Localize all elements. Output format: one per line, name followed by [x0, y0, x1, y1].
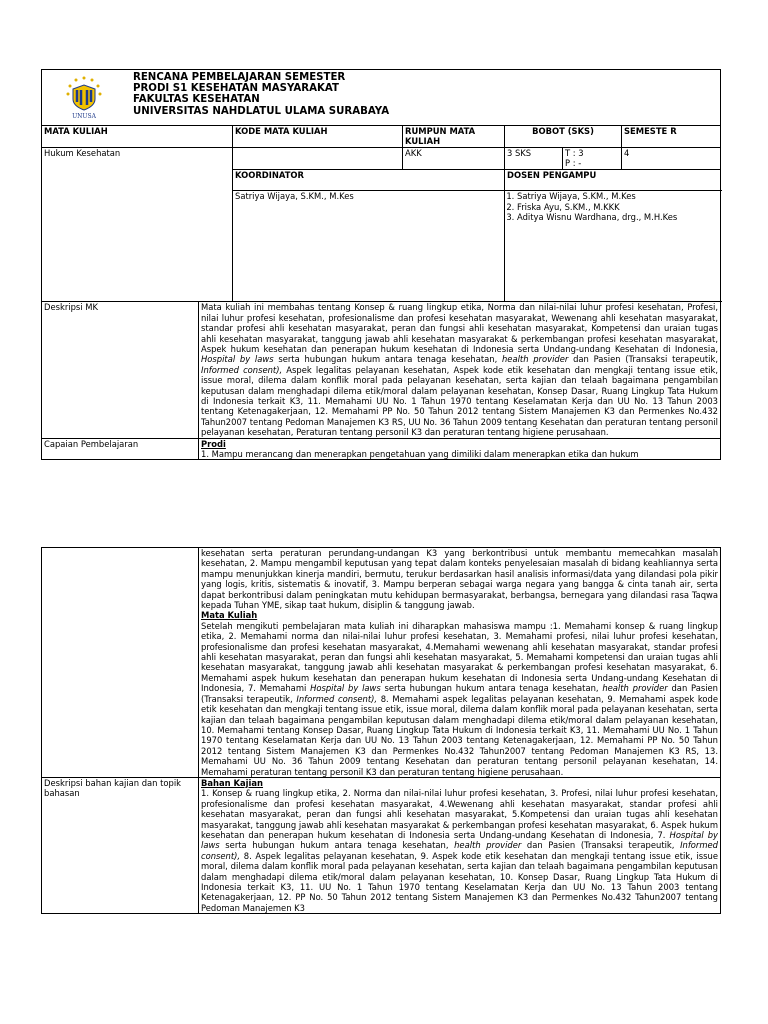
svg-text:UNUSA: UNUSA: [72, 113, 96, 119]
document-page-2: [41, 547, 720, 914]
label-mata-kuliah: MATA KULIAH: [42, 126, 233, 148]
course-rumpun: AKK: [403, 147, 505, 169]
title-line: UNIVERSITAS NAHDLATUL ULAMA SURABAYA: [133, 105, 390, 117]
rps-table: [41, 69, 721, 460]
bahan-heading: Bahan Kajian: [201, 777, 264, 788]
bahan-kajian-text: [199, 777, 721, 913]
document-title-block: [133, 72, 389, 117]
label-dosen: DOSEN PENGAMPU: [505, 169, 721, 191]
capaian-prodi-text-1: 1. Mampu merancang dan menerapkan pengetahuan yang dimiliki dalam menerapkan etika dan hukum: [201, 448, 639, 459]
label-deskripsi-bahan: Deskripsi bahan kajian dan topik bahasan: [42, 777, 199, 913]
dosen-item: 2. Friska Ayu, S.KM., M.KKK: [517, 202, 718, 212]
capaian-prodi-text-2: kesehatan serta peraturan perundang-undangan K3 yang berkontribusi untuk membantu memecahkan masalah kesehatan, 2. Mampu mengambil keputusan yang tepat dalam konteks penyelesaian masalah di bidang keahliannya serta mampu menunjukkan kinerja mandiri, bermutu, terukur berdasarkan hasil analisis informasi/data yang dilandasi pola pikir yang logis, kritis, sistematis & inovatif, 3. Mampu berperan sebagai warga negara yang bangga & cinta tanah air, serta dapat berkontribusi dalam peningkatan mutu kehidupan bermasyarakat, berbangsa, bernegara yang dilandasi rasa Taqwa kepada Tuhan YME, sikap taat hukum, disiplin & tanggung jawab.: [201, 548, 718, 611]
label-capaian-continued: [42, 548, 199, 778]
title-line: FAKULTAS KESEHATAN: [133, 94, 260, 106]
university-logo: [64, 75, 104, 119]
capaian-mk-text: Setelah mengikuti pembelajaran mata kuliah ini diharapkan mahasiswa mampu :1. Memahami konsep & ruang lingkup etika, 2. Memahami norma dan nilai-nilai luhur profesi kesehatan, 3. Memahami profesi, nilai luhur profesi kesehatan, profesionalisme dan profesi kesehatan masyarakat, 4.Memahami wewenang ahli kesehatan masyarakat, standar profesi ahli kesehatan masyarakat, peran dan fungsi ahli kesehatan masyarakat, 5. Memahami kompetensi dan uraian tugas ahli kesehatan masyarakat, tanggung jawab ahli kesehatan masyarakat & perkembangan profesi kesehatan masyarakat, 6. Memahami aspek hukum kesehatan dan penerapan hukum kesehatan di Indonesia serta Undang-undang Kesehatan di Indonesia, 7. Memahami Hospital by laws serta hubungan hukum antara tenaga kesehatan, health provider dan Pasien (Transaksi terapeutik, Informed consent), 8. Memahami aspek legalitas pelayanan kesehatan, 9. Memahami aspek kode etik kesehatan dan mengkaji tentang issue etik, issue moral, dilema dalam konflik moral pada pelayanan kesehatan, serta kajian dan telaah bagaimana pengambilan keputusan dalam menghadapi dilema etik/moral dalam pelayanan kesehatan, 10. Memahami tentang Konsep Dasar, Ruang Lingkup Tata Hukum di Indonesia terkait K3, 11. Memahami UU No. 1 Tahun 1970 tentang Keselamatan Kerja dan UU No. 13 Tahun 2003 tentang Ketenagakerjaan, 12. Memahami PP No. 50 Tahun 2012 tentang Sistem Manajemen K3 dan Permenkes No.432 Tahun2007 tentang Pedoman Manajemen K3 RS, 13. Memahami UU No. 36 Tahun 2009 tentang Kesehatan dan peraturan tentang personil pelayanan kesehatan, 14. Memahami peraturan tentang personil K3 dan peraturan tentang higiene perusahaan.: [201, 620, 718, 777]
dosen-list: [505, 191, 721, 302]
label-deskripsi-mk: Deskripsi MK: [42, 302, 199, 438]
rps-table-continued: [41, 547, 721, 914]
course-semester: 4: [622, 147, 721, 169]
course-tp: [563, 147, 622, 169]
label-koordinator: KOORDINATOR: [233, 169, 505, 191]
capaian-text-page1: [199, 438, 721, 459]
document-header: [42, 70, 721, 126]
label-kode: KODE MATA KULIAH: [233, 126, 403, 148]
capaian-prodi-heading: Prodi: [201, 438, 226, 449]
course-sks: 3 SKS: [505, 147, 563, 169]
course-p: P : -: [565, 158, 582, 169]
capaian-mk-heading: Mata Kuliah: [201, 610, 258, 621]
document-page-1: [41, 69, 720, 460]
capaian-text-page2: [199, 548, 721, 778]
dosen-item: 1. Satriya Wijaya, S.KM., M.Kes: [517, 191, 718, 201]
deskripsi-text: Mata kuliah ini membahas tentang Konsep & ruang lingkup etika, Norma dan nilai-nilai luhur profesi kesehatan, Profesi, nilai luhur profesi kesehatan, profesionalisme dan profesi kesehatan masyarakat, Wewenang ahli kesehatan masyarakat, standar profesi ahli kesehatan masyarakat, peran dan fungsi ahli kesehatan masyarakat, Kompetensi dan uraian tugas ahli kesehatan masyarakat, tanggung jawab ahli kesehatan masyarakat & perkembangan profesi kesehatan masyarakat, Aspek hukum kesehatan dan penerapan hukum kesehatan di Indonesia serta Undang-undang Kesehatan di Indonesia, Hospital by laws serta hubungan hukum antara tenaga kesehatan, health provider dan Pasien (Transaksi terapeutik, Informed consent), Aspek legalitas pelayanan kesehatan, Aspek kode etik kesehatan dan mengkaji tentang issue etik, issue moral, dilema dalam konflik moral pada pelayanan kesehatan, serta kajian dan telaah bagaimana pengambilan keputusan dalam menghadapi dilema etik/moral dalam pelayanan kesehatan, Konsep Dasar, Ruang Lingkup Tata Hukum di Indonesia terkait K3, 11. Memahami UU No. 1 Tahun 1970 tentang Keselamatan Kerja dan UU No. 13 Tahun 2003 tentang Ketenagakerjaan, 12. Memahami PP No. 50 Tahun 2012 tentang Sistem Manajemen K3 dan Permenkes No.432 Tahun2007 tentang Pedoman Manajemen K3 RS, UU No. 36 Tahun 2009 tentang Kesehatan dan peraturan tentang personil pelayanan kesehatan, Peraturan tentang personil K3 dan peraturan tentang higiene perusahaan.: [199, 302, 721, 438]
course-name: Hukum Kesehatan: [42, 147, 233, 301]
dosen-item: 3. Aditya Wisnu Wardhana, drg., M.H.Kes: [517, 212, 718, 222]
title-line: PRODI S1 KESEHATAN MASYARAKAT: [133, 83, 339, 95]
label-capaian: Capaian Pembelajaran: [42, 438, 199, 459]
label-semester: SEMESTE R: [622, 126, 721, 148]
title-line: RENCANA PEMBELAJARAN SEMESTER: [133, 72, 346, 83]
course-t: T : 3: [565, 147, 584, 158]
koordinator-name: Satriya Wijaya, S.KM., M.Kes: [233, 191, 505, 302]
course-code: [233, 147, 403, 169]
label-bobot: BOBOT (SKS): [505, 126, 622, 148]
bahan-text: 1. Konsep & ruang lingkup etika, 2. Norma dan nilai-nilai luhur profesi kesehatan, 3. Profesi, nilai luhur profesi kesehatan, profesionalisme dan profesi kesehatan masyarakat, 4.Wewenang ahli kesehatan masyarakat, standar profesi ahli kesehatan masyarakat, peran dan fungsi ahli kesehatan masyarakat, 5.Kompetensi dan uraian tugas ahli kesehatan masyarakat, tanggung jawab ahli kesehatan masyarakat & perkembangan profesi kesehatan masyarakat, 6. Aspek hukum kesehatan dan penerapan hukum kesehatan di Indonesia serta Undang-undang Kesehatan di Indonesia, 7. Hospital by laws serta hubungan hukum antara tenaga kesehatan, health provider dan Pasien (Transaksi terapeutik, Informed consent), 8. Aspek legalitas pelayanan kesehatan, 9. Aspek kode etik kesehatan dan mengkaji tentang issue etik, issue moral, dilema dalam konflik moral pada pelayanan kesehatan, serta kajian dan telaah bagaimana pengambilan keputusan dalam menghadapi dilema etik/moral dalam pelayanan kesehatan, 10. Konsep Dasar, Ruang Lingkup Tata Hukum di Indonesia terkait K3, 11. UU No. 1 Tahun 1970 tentang Keselamatan Kerja dan UU No. 13 Tahun 2003 tentang Ketenagakerjaan, 12. PP No. 50 Tahun 2012 tentang Sistem Manajemen K3 dan Permenkes No.432 Tahun2007 tentang Pedoman Manajemen K3: [201, 788, 719, 913]
label-rumpun: RUMPUN MATA KULIAH: [403, 126, 505, 148]
